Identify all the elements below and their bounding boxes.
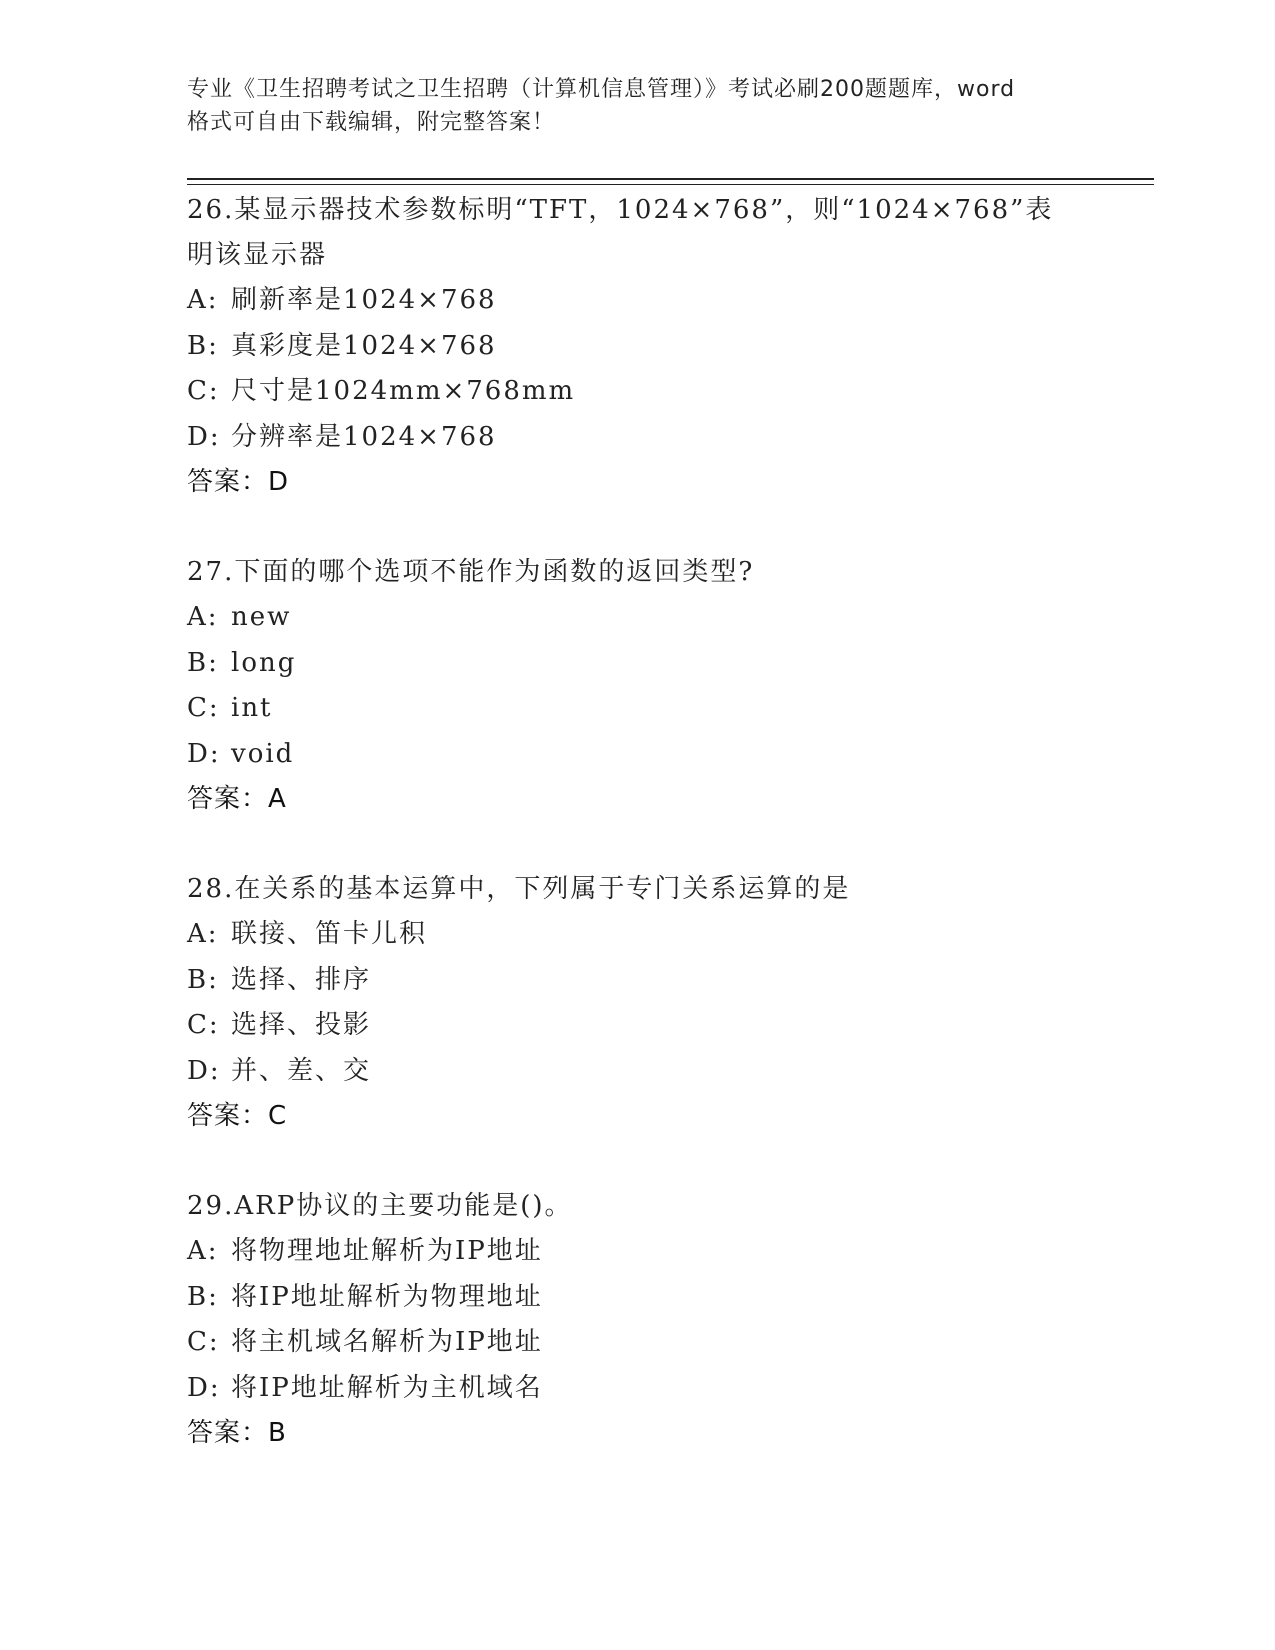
option-text: 选择、投影 (231, 1010, 372, 1040)
option-letter: B: (187, 964, 219, 995)
answer-line: 答案：D (187, 467, 290, 497)
option-b (187, 641, 1087, 687)
option-a (187, 912, 1087, 958)
option-text: 选择、排序 (231, 964, 372, 995)
option-letter: A: (187, 602, 219, 632)
question-26 (187, 188, 1087, 505)
header-divider-thick (187, 178, 1154, 180)
option-letter: A: (187, 1236, 219, 1266)
option-letter: C: (187, 693, 220, 723)
option-text: long (231, 647, 297, 678)
question-stem: 28.在关系的基本运算中，下列属于专门关系运算的是 (187, 874, 851, 904)
option-letter: D: (187, 738, 221, 769)
option-c (187, 1320, 1087, 1366)
question-27 (187, 550, 1087, 822)
header-divider-thin (187, 184, 1154, 185)
option-letter: B: (187, 647, 219, 678)
option-letter: B: (187, 330, 219, 361)
option-d (187, 1049, 1087, 1095)
option-letter: A: (187, 285, 219, 315)
option-text: new (231, 602, 292, 632)
option-a (187, 1229, 1087, 1275)
option-text: 真彩度是1024×768 (231, 330, 497, 361)
option-letter: C: (187, 1327, 220, 1357)
question-list (187, 188, 1087, 1501)
option-b (187, 324, 1087, 370)
option-text: int (231, 693, 273, 723)
answer-line: 答案：C (187, 1101, 288, 1131)
option-b (187, 958, 1087, 1004)
option-text: 并、差、交 (231, 1055, 372, 1086)
option-text: 刷新率是1024×768 (231, 285, 497, 315)
option-letter: D: (187, 421, 221, 452)
option-letter: D: (187, 1055, 221, 1086)
question-stem-continued: 明该显示器 (187, 240, 328, 270)
option-text: 分辨率是1024×768 (231, 421, 497, 452)
question-stem: 26.某显示器技术参数标明“TFT，1024×768”，则“1024×768”表 (187, 195, 1054, 225)
option-c (187, 1003, 1087, 1049)
option-text: 联接、笛卡儿积 (231, 919, 428, 949)
header-line-1: 专业《卫生招聘考试之卫生招聘（计算机信息管理）》考试必刷200题题库，word (187, 77, 1016, 102)
document-header (187, 73, 1087, 139)
option-text: void (231, 738, 295, 769)
option-text: 将物理地址解析为IP地址 (231, 1236, 543, 1266)
question-29 (187, 1184, 1087, 1456)
option-letter: C: (187, 1010, 220, 1040)
option-text: 将IP地址解析为主机域名 (231, 1372, 543, 1403)
question-stem: 27.下面的哪个选项不能作为函数的返回类型? (187, 557, 755, 587)
option-c (187, 369, 1087, 415)
option-d (187, 1366, 1087, 1412)
option-d (187, 732, 1087, 778)
option-text: 将IP地址解析为物理地址 (231, 1281, 543, 1312)
answer-line: 答案：A (187, 784, 287, 814)
answer-line: 答案：B (187, 1418, 287, 1448)
option-b (187, 1275, 1087, 1321)
question-28 (187, 867, 1087, 1139)
header-line-2: 格式可自由下载编辑，附完整答案！ (187, 110, 556, 135)
option-letter: A: (187, 919, 219, 949)
option-letter: D: (187, 1372, 221, 1403)
option-c (187, 686, 1087, 732)
option-a (187, 278, 1087, 324)
option-letter: B: (187, 1281, 219, 1312)
question-stem: 29.ARP协议的主要功能是()。 (187, 1191, 573, 1221)
option-text: 尺寸是1024mm×768mm (231, 376, 576, 406)
option-d (187, 415, 1087, 461)
option-text: 将主机域名解析为IP地址 (231, 1327, 543, 1357)
option-letter: C: (187, 376, 220, 406)
option-a (187, 595, 1087, 641)
